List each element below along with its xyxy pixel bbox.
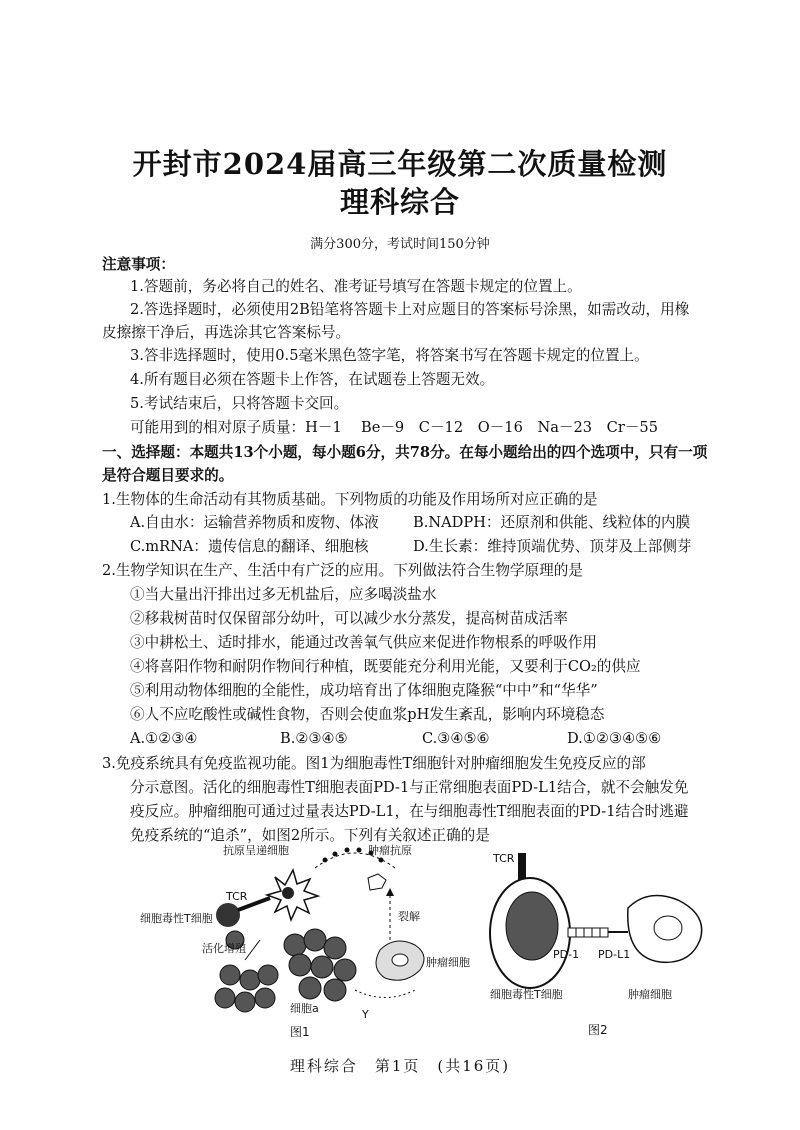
- notice-item: 皮擦擦干净后，再选涂其它答案标号。: [102, 324, 351, 341]
- question-3-stem: 分示意图。活化的细胞毒性T细胞表面PD-1与正常细胞表面PD-L1结合，就不会触发免: [130, 779, 689, 796]
- figure-1: [140, 840, 470, 1040]
- q2-item: ⑤利用动物体细胞的全能性，成功培育出了体细胞克隆猴“中中”和“华华”: [130, 682, 598, 699]
- notice-item: 3.答非选择题时，使用0.5毫米黑色签字笔，将答案书写在答题卡规定的位置上。: [130, 347, 649, 364]
- notice-item: 5.考试结束后，只将答题卡交回。: [130, 395, 349, 412]
- q1-option-b: B.NADPH：还原剂和供能、线粒体的内膜: [413, 514, 691, 531]
- fig1-label-tumor: 肿瘤细胞: [426, 956, 470, 969]
- question-3-stem: 免疫系统的“追杀”，如图2所示。下列有关叙述正确的是: [130, 827, 490, 844]
- notice-item: 4.所有题目必须在答题卡上作答，在试题卷上答题无效。: [130, 371, 495, 388]
- q1-option-c: C.mRNA：遗传信息的翻译、细胞核: [130, 538, 369, 555]
- q2-option-a: A.①②③④: [130, 730, 198, 747]
- q1-option-a: A.自由水：运输营养物质和废物、体液: [130, 514, 379, 531]
- section-heading: 是符合题目要求的。: [102, 467, 234, 484]
- fig2-label-pd1: PD-1: [553, 948, 580, 961]
- q1-option-d: D.生长素：维持顶端优势、顶芽及上部侧芽: [413, 538, 692, 555]
- q2-option-d: D.①②③④⑤⑥: [567, 730, 662, 747]
- q2-item: ④将喜阳作物和耐阴作物间行种植，既要能充分利用光能，又要利于CO₂的供应: [130, 658, 641, 675]
- fig2-label-tcr: TCR: [493, 852, 515, 865]
- question-1-stem: 1.生物体的生命活动有其物质基础。下列物质的功能及作用场所对应正确的是: [102, 491, 598, 508]
- fig1-label-tcr: TCR: [226, 890, 248, 903]
- section-heading: 一、选择题：本题共13个小题，每小题6分，共78分。在每小题给出的四个选项中，只有一项: [102, 444, 708, 461]
- page-footer: 理科综合 第1页 (共16页): [289, 1057, 511, 1075]
- q2-item: ①当大量出汗排出过多无机盐后，应多喝淡盐水: [130, 586, 437, 603]
- fig1-label-ctl: 细胞毒性T细胞: [140, 912, 213, 925]
- figure-2: [488, 848, 738, 1043]
- q2-item: ③中耕松土、适时排水，能通过改善氧气供应来促进作物根系的呼吸作用: [130, 634, 598, 651]
- fig1-label-cell-a: 细胞a: [290, 1002, 319, 1015]
- question-2-stem: 2.生物学知识在生产、生活中有广泛的应用。下列做法符合生物学原理的是: [102, 562, 583, 579]
- question-3-stem: 3.免疫系统具有免疫监视功能。图1为细胞毒性T细胞针对肿瘤细胞发生免疫反应的部: [102, 755, 646, 772]
- notice-item: 2.答选择题时，必须使用2B铅笔将答题卡上对应题目的答案标号涂黑，如需改动，用橡: [130, 301, 690, 318]
- page-title: 开封市2024届高三年级第二次质量检测: [132, 147, 668, 181]
- atomic-masses: 可能用到的相对原子质量：H－1 Be－9 C－12 O－16 Na－23 Cr－55: [130, 419, 658, 436]
- q2-item: ⑥人不应吃酸性或碱性食物，否则会使血浆pH发生紊乱，影响内环境稳态: [130, 706, 605, 723]
- fig1-label-antigen: 肿瘤抗原: [368, 844, 412, 857]
- fig2-label-ctl: 细胞毒性T细胞: [490, 988, 563, 1001]
- fig1-label-apc: 抗原呈递细胞: [223, 844, 289, 857]
- fig2-label-pdl1: PD-L1: [598, 948, 631, 961]
- fig2-caption: 图2: [588, 1023, 608, 1037]
- fig1-caption: 图1: [290, 1025, 310, 1039]
- q2-item: ②移栽树苗时仅保留部分幼叶，可以减少水分蒸发，提高树苗成活率: [130, 610, 568, 627]
- page-subtitle-subject: 理科综合: [339, 185, 460, 219]
- fig1-label-activate: 活化增殖: [202, 942, 246, 955]
- exam-info: 满分300分，考试时间150分钟: [310, 237, 490, 252]
- fig2-label-tumor: 肿瘤细胞: [628, 988, 672, 1001]
- q2-option-c: C.③④⑤⑥: [422, 730, 490, 747]
- notice-heading: 注意事项：: [102, 256, 175, 273]
- fig1-label-y: Y: [362, 1008, 369, 1021]
- q2-option-b: B.②③④⑤: [280, 730, 348, 747]
- notice-item: 1.答题前，务必将自己的姓名、准考证号填写在答题卡规定的位置上。: [130, 278, 582, 295]
- fig1-label-lysis: 裂解: [398, 910, 420, 923]
- question-3-stem: 疫反应。肿瘤细胞可通过过量表达PD-L1，在与细胞毒性T细胞表面的PD-1结合时逃避: [130, 803, 689, 820]
